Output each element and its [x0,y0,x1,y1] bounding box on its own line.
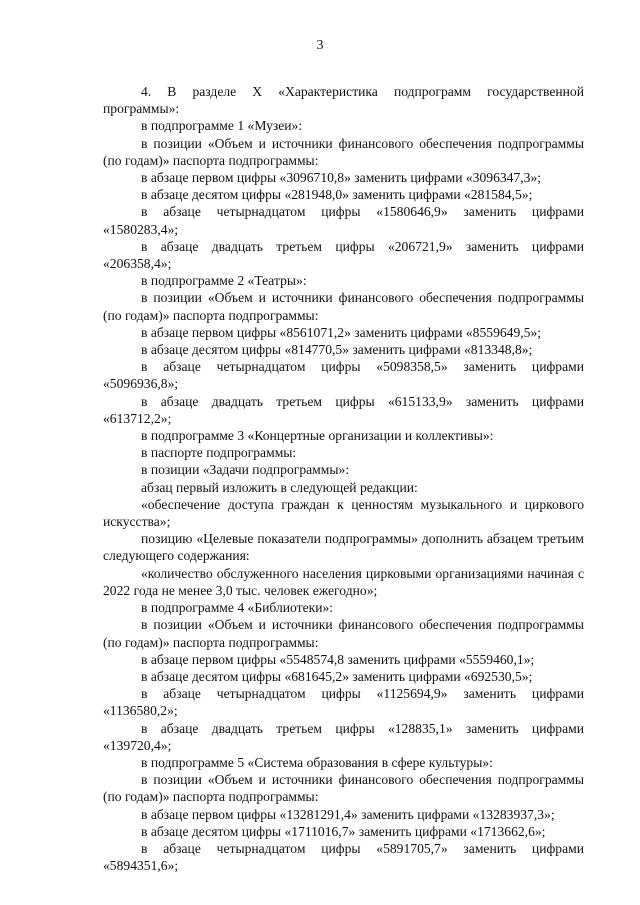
paragraph: в абзаце двадцать третьем цифры «128835,1» заменить цифрами «139720,4»; [103,720,584,753]
paragraph: в позиции «Объем и источники финансового обеспечения подпрограммы (по годам)» паспорта подпрограммы: [103,135,584,168]
paragraph: в позиции «Объем и источники финансового обеспечения подпрограммы (по годам)» паспорта подпрограммы: [103,290,584,323]
paragraph: позицию «Целевые показатели подпрограммы» дополнить абзацем третьим следующего содержания: [103,531,584,564]
paragraph: в абзаце четырнадцатом цифры «1125694,9» заменить цифрами «1136580,2»; [103,686,584,719]
paragraph: в подпрограмме 1 «Музеи»: [141,118,303,134]
paragraph: в абзаце десятом цифры «281948,0» заменить цифрами «281584,5»; [141,187,533,203]
paragraph: в позиции «Объем и источники финансового обеспечения подпрограммы (по годам)» паспорта подпрограммы: [103,617,584,650]
document-body [103,83,584,874]
paragraph: в подпрограмме 5 «Система образования в сфере культуры»: [141,754,493,770]
paragraph: «обеспечение доступа граждан к ценностям музыкального и циркового искусства»; [103,496,584,530]
paragraph: в абзаце двадцать третьем цифры «615133,9» заменить цифрами «613712,2»; [103,393,584,426]
paragraph: в позиции «Объем и источники финансового обеспечения подпрограммы (по годам)» паспорта подпрограммы: [103,772,584,805]
paragraph: в абзаце первом цифры «3096710,8» заменить цифрами «3096347,3»; [141,170,542,186]
paragraph: в абзаце десятом цифры «814770,5» заменить цифрами «813348,8»; [141,342,533,358]
paragraph: в абзаце двадцать третьем цифры «206721,9» заменить цифрами «206358,4»; [103,238,584,272]
paragraph: в абзаце четырнадцатом цифры «5891705,7» заменить цифрами «5894351,6»; [103,840,584,874]
paragraph: в абзаце десятом цифры «681645,2» заменить цифрами «692530,5»; [141,668,533,684]
paragraph: в абзаце четырнадцатом цифры «1580646,9» заменить цифрами «1580283,4»; [103,204,584,237]
paragraph: 4. В разделе X «Характеристика подпрограмм государственной программы»: [103,84,584,117]
paragraph: в абзаце десятом цифры «1711016,7» заменить цифрами «1713662,6»; [141,823,546,839]
paragraph: в подпрограмме 2 «Театры»: [141,273,307,289]
paragraph: «количество обслуженного населения цирковыми организациями начиная с 2022 года не менее 3,0 тыс. человек ежегодно»; [103,565,584,598]
paragraph: в абзаце четырнадцатом цифры «5098358,5» заменить цифрами «5096936,8»; [103,359,584,392]
paragraph: абзац первый изложить в следующей редакции: [141,479,418,495]
page-number: 3 [316,38,324,53]
paragraph: в абзаце первом цифры «8561071,2» заменить цифрами «8559649,5»; [141,324,542,340]
paragraph: в паспорте подпрограммы: [141,445,297,461]
paragraph: в подпрограмме 4 «Библиотеки»: [141,600,334,616]
paragraph: в подпрограмме 3 «Концертные организации и коллективы»: [141,428,494,444]
paragraph: в абзаце первом цифры «5548574,8 заменить цифрами «5559460,1»; [141,651,535,667]
paragraph: в позиции «Задачи подпрограммы»: [141,462,350,478]
paragraph: в абзаце первом цифры «13281291,4» заменить цифрами «13283937,3»; [141,806,555,822]
